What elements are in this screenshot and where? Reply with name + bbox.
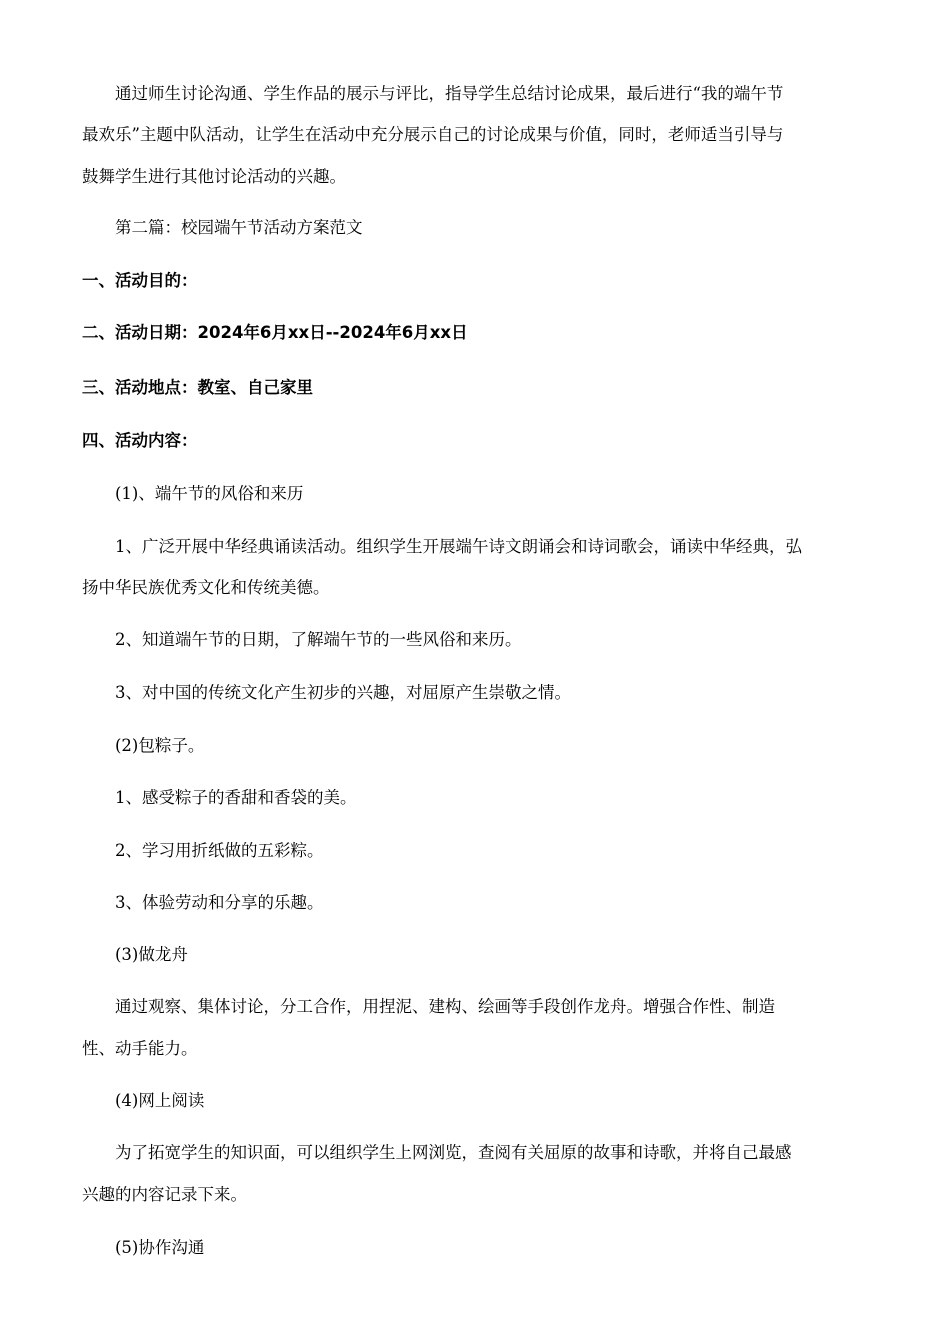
- list-item: 3、体验劳动和分享的乐趣。: [115, 893, 324, 912]
- paragraph-line: 性、动手能力。: [82, 1039, 198, 1058]
- paragraph-line: 最欢乐”主题中队活动，让学生在活动中充分展示自己的讨论成果与价值，同时，老师适当引导与: [82, 125, 784, 144]
- subsection-title: (1)、端午节的风俗和来历: [115, 484, 304, 503]
- paragraph-line: 兴趣的内容记录下来。: [82, 1185, 247, 1204]
- subsection-title: (3)做龙舟: [115, 945, 188, 964]
- paragraph-line: 通过师生讨论沟通、学生作品的展示与评比，指导学生总结讨论成果，最后进行“我的端午节: [115, 84, 784, 103]
- list-item: 2、学习用折纸做的五彩粽。: [115, 841, 324, 860]
- heading-date: 二、活动日期：2024年6月xx日--2024年6月xx日: [82, 323, 468, 342]
- heading-location: 三、活动地点：教室、自己家里: [82, 378, 313, 397]
- subsection-title: (5)协作沟通: [115, 1238, 205, 1257]
- paragraph-line: 通过观察、集体讨论，分工合作，用捏泥、建构、绘画等手段创作龙舟。增强合作性、制造: [115, 997, 775, 1016]
- subsection-title: (4)网上阅读: [115, 1091, 205, 1110]
- section-title: 第二篇：校园端午节活动方案范文: [115, 218, 363, 237]
- list-item: 2、知道端午节的日期，了解端午节的一些风俗和来历。: [115, 630, 522, 649]
- list-item: 3、对中国的传统文化产生初步的兴趣，对屈原产生崇敬之情。: [115, 683, 571, 702]
- list-item-continued: 扬中华民族优秀文化和传统美德。: [82, 578, 330, 597]
- list-item: 1、广泛开展中华经典诵读活动。组织学生开展端午诗文朗诵会和诗词歌会，诵读中华经典，弘: [115, 537, 802, 556]
- paragraph-line: 鼓舞学生进行其他讨论活动的兴趣。: [82, 167, 346, 186]
- heading-content: 四、活动内容：: [82, 431, 198, 450]
- heading-purpose: 一、活动目的：: [82, 271, 198, 290]
- subsection-title: (2)包粽子。: [115, 736, 205, 755]
- list-item: 1、感受粽子的香甜和香袋的美。: [115, 788, 357, 807]
- paragraph-line: 为了拓宽学生的知识面，可以组织学生上网浏览，查阅有关屈原的故事和诗歌，并将自己最感: [115, 1143, 792, 1162]
